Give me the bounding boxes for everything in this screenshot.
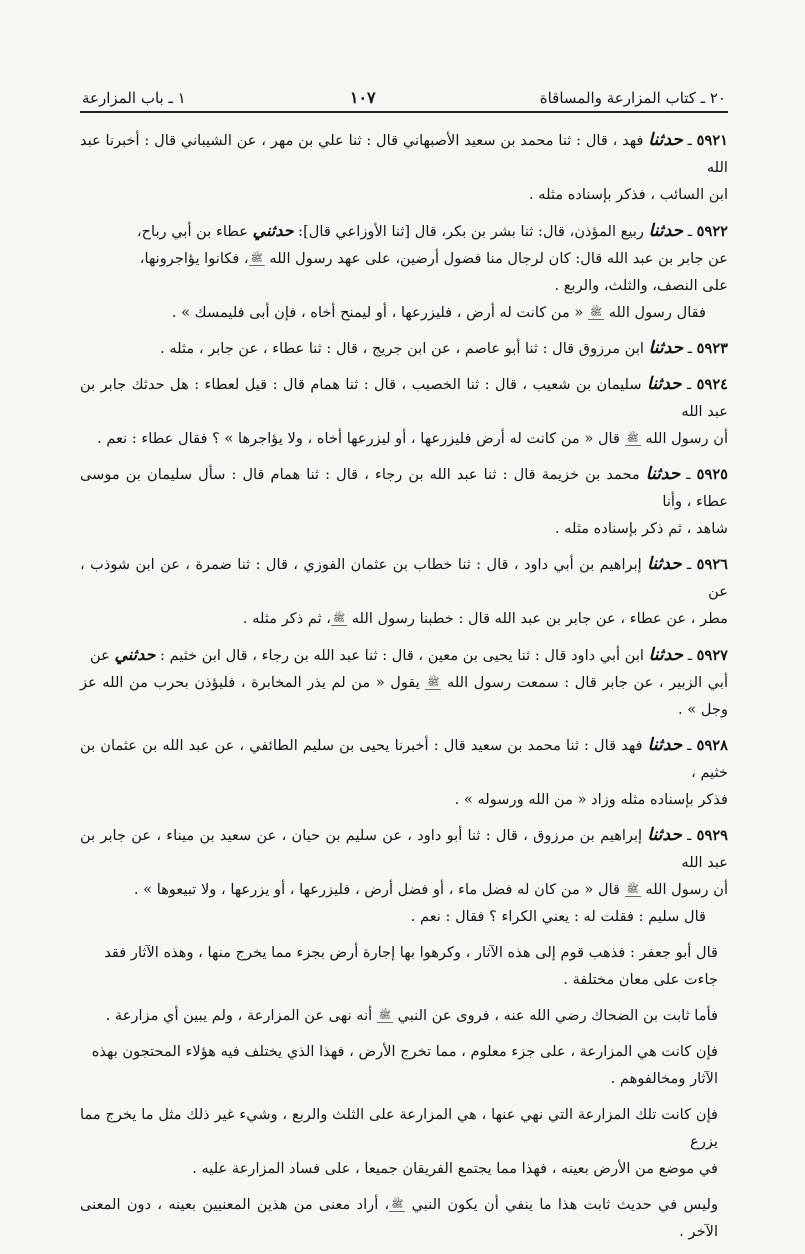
paragraph-line: في موضع من الأرض بعينه ، فهذا مما يجتمع الفريقان جميعا ، على فساد المزارعة عليه . — [192, 1160, 718, 1177]
haddatha-word: حدثنا — [648, 221, 684, 241]
hadith-number: ٥٩٢٩ — [696, 827, 729, 844]
haddatha-word: حدثنا — [647, 735, 683, 755]
hadith-line: أن رسول الله — [645, 881, 728, 898]
hadith-5925: ٥٩٢٥ ـ حدثنا محمد بن خزيمة قال : ثنا عبد الله بن رجاء ، قال : ثنا همام قال : سأل سليمان بن موسى عطاء ، وأنا شاهد ، ثم ذكر بإسناده مثله . — [80, 464, 728, 537]
paragraph-line: قال أبو جعفر : فذهب قوم إلى هذه الآثار ، وكرهوا بها إجارة أرض بجزء مما يخرج منها ، وهذه الآثار فقد — [104, 944, 718, 961]
hadith-number: ٥٩٢١ — [696, 132, 728, 149]
salla-ligature-icon: ﷺ — [590, 306, 603, 318]
hadith-line: أن رسول الله — [645, 430, 728, 447]
hadith-line: ابن أبي داود قال : ثنا يحيى بن معين ، قال : ثنا عبد الله بن رجاء ، قال ابن خثيم : — [160, 647, 644, 664]
hadith-line: سليمان بن شعيب ، قال : ثنا الخصيب ، قال : ثنا همام قال : قيل لعطاء : هل حدثك جابر بن عبد الله — [80, 376, 728, 420]
haddathani-word: حدثني — [252, 221, 294, 240]
hadith-5924: ٥٩٢٤ ـ حدثنا سليمان بن شعيب ، قال : ثنا الخصيب ، قال : ثنا همام قال : قيل لعطاء : هل حدثك جابر بن عبد الله أن رسول الله ﷺ قال « من كانت له أرض فليزرعها ، أو ليزرعها أخاه ، ولا يؤاجرها » ؟ فقال عطاء : نعم . — [80, 374, 728, 447]
hadith-line: قال سليم : فقلت له : يعني الكراء ؟ فقال : نعم . — [410, 908, 706, 925]
hadith-line: فذكر بإسناده مثله وزاد « من الله ورسوله » . — [454, 791, 728, 808]
hadith-line: عن — [90, 647, 110, 664]
salla-ligature-icon: ﷺ — [250, 252, 263, 264]
haddatha-word: حدثنا — [645, 464, 681, 484]
salla-ligature-icon: ﷺ — [626, 432, 639, 444]
document-page — [80, 88, 728, 1254]
page-header — [80, 88, 728, 113]
hadith-line: فهد ، قال : ثنا محمد بن سعيد الأصبهاني قال : ثنا علي بن مهر ، عن الشيباني قال : أخبرنا عبد الله — [80, 132, 728, 176]
paragraph-line: ، أراد معنى من هذين المعنيين بعينه ، دون المعنى الآخر . — [80, 1196, 718, 1240]
hadith-line: إبراهيم بن أبي داود ، قال : ثنا خطاب بن عثمان الفوزي ، قال : ثنا ضمرة ، عن ابن شوذب ، عن — [80, 556, 728, 600]
paragraph-line: وليس في حديث ثابت هذا ما ينفي أن يكون النبي — [411, 1196, 718, 1213]
hadith-line: عن جابر بن عبد الله قال: كان لرجال منا فضول أرضين، على عهد رسول الله — [269, 250, 728, 267]
hadith-line: عطاء بن أبي رباح، — [136, 223, 248, 240]
commentary-paragraph — [80, 939, 728, 993]
hadith-line: ، فكانوا يؤاجرونها، — [139, 250, 249, 267]
hadith-5929: ٥٩٢٩ ـ حدثنا إبراهيم بن مرزوق ، قال : ثنا أبو داود ، عن سليم بن حيان ، عن سعيد بن ميناء ، عن جابر بن عبد الله أن رسول الله ﷺ قال « من كان له فضل ماء ، أو فضل أرض ، فليزرعها ، أو يزرعها ، ولا تبيعوها » . قال سليم : فقلت له : يعني الكراء ؟ فقال : نعم . — [80, 825, 729, 925]
hadith-line: قال « من كان له فضل ماء ، أو فضل أرض ، فليزرعها ، أو يزرعها ، ولا تبيعوها » . — [133, 881, 620, 898]
hadith-line: ابن مرزوق قال : ثنا أبو عاصم ، عن ابن جريج ، قال : ثنا عطاء ، عن جابر ، مثله . — [160, 340, 644, 357]
salla-ligature-icon: ﷺ — [427, 676, 440, 688]
paragraph-line: فإن كانت هي المزارعة ، على جزء معلوم ، مما تخرج الأرض ، فهذا الذي يختلف فيه هؤلاء المحتجون بهذه — [91, 1043, 718, 1060]
hadith-number: ٥٩٢٦ — [696, 556, 728, 573]
header-section-title: ١ ـ باب المزارعة — [82, 89, 186, 107]
commentary-paragraph — [80, 1038, 728, 1092]
hadith-line: مطر ، عن عطاء ، عن جابر بن عبد الله قال : خطبنا رسول الله — [351, 610, 728, 627]
hadith-line: ابن السائب ، فذكر بإسناده مثله . — [528, 186, 728, 203]
haddatha-word: حدثنا — [647, 374, 682, 394]
commentary-paragraph — [80, 1191, 728, 1245]
hadith-5928: ٥٩٢٨ ـ حدثنا فهد قال : ثنا محمد بن سعيد قال : أخبرنا يحيى بن سليم الطائفي ، عن عبد الله بن عثمان بن خثيم ، فذكر بإسناده مثله وزاد « من الله ورسوله » . — [80, 735, 728, 808]
paragraph-line: أنه نهى عن المزارعة ، ولم يبين أي مزارعة . — [105, 1007, 373, 1024]
hadith-line: شاهد ، ثم ذكر بإسناده مثله . — [554, 520, 728, 537]
header-chapter-title: ٢٠ ـ كتاب المزارعة والمساقاة — [539, 89, 726, 107]
salla-ligature-icon: ﷺ — [378, 1009, 391, 1021]
haddathani-word: حدثني — [114, 645, 156, 664]
hadith-number: ٥٩٢٧ — [696, 647, 728, 664]
hadith-line: فقال رسول الله — [608, 304, 706, 321]
hadith-number: ٥٩٢٣ — [696, 340, 728, 357]
salla-ligature-icon: ﷺ — [332, 612, 346, 624]
haddatha-word: حدثنا — [648, 130, 683, 150]
paragraph-line: فإن كانت تلك المزارعة التي نهي عنها ، هي المزارعة على الثلث والربع ، وشيء غير ذلك مثل ما يخرج مما يزرع — [80, 1106, 718, 1150]
hadith-line: قال « من كانت له أرض فليزرعها ، أو ليزرعها أخاه ، ولا يؤاجرها » ؟ فقال عطاء : نعم . — [97, 430, 620, 447]
salla-ligature-icon: ﷺ — [391, 1198, 404, 1210]
commentary-paragraph — [80, 1101, 728, 1182]
commentary-paragraph — [80, 1002, 728, 1029]
hadith-number: ٥٩٢٥ — [696, 466, 728, 483]
haddatha-word: حدثنا — [647, 554, 682, 574]
hadith-5921: ٥٩٢١ ـ حدثنا فهد ، قال : ثنا محمد بن سعيد الأصبهاني قال : ثنا علي بن مهر ، عن الشيباني قال : أخبرنا عبد الله ابن السائب ، فذكر بإسناده مثله . — [80, 130, 728, 203]
paragraph-line: فأما ثابت بن الضحاك رضي الله عنه ، فروى عن النبي — [397, 1007, 718, 1024]
paragraph-line: الآثار ومخالفوهم . — [610, 1070, 718, 1087]
hadith-5922: ٥٩٢٢ ـ حدثنا ربيع المؤذن، قال: ثنا بشر بن بكر، قال [ثنا الأوزاعي قال]: حدثني عطاء بن أبي رباح، عن جابر بن عبد الله قال: كان لرجال منا فضول أرضين، على عهد رسول الله ﷺ، فكانوا يؤاجرونها، على النصف، والثلث، والربع . فقال رسول الله ﷺ « من كانت له أرض ، فليزرعها ، أو ليمنح أخاه ، فإن أبى فليمسك » . — [136, 221, 728, 321]
document-body — [80, 113, 728, 1245]
hadith-number: ٥٩٢٨ — [696, 737, 728, 754]
hadith-line: إبراهيم بن مرزوق ، قال : ثنا أبو داود ، عن سليم بن حيان ، عن سعيد بن ميناء ، عن جابر بن عبد الله — [80, 827, 728, 871]
hadith-line: فهد قال : ثنا محمد بن سعيد قال : أخبرنا يحيى بن سليم الطائفي ، عن عبد الله بن عثمان بن خثيم ، — [80, 737, 728, 781]
hadith-line: ربيع المؤذن، قال: ثنا بشر بن بكر، قال [ثنا الأوزاعي قال]: — [298, 223, 644, 240]
salla-ligature-icon: ﷺ — [626, 883, 639, 895]
hadith-number: ٥٩٢٢ — [696, 223, 728, 240]
header-page-number: ١٠٧ — [349, 88, 376, 107]
hadith-line: « من كانت له أرض ، فليزرعها ، أو ليمنح أخاه ، فإن أبى فليمسك » . — [171, 304, 584, 321]
haddatha-word: حدثنا — [648, 645, 684, 665]
hadith-number: ٥٩٢٤ — [696, 376, 728, 393]
hadith-5923: ٥٩٢٣ ـ حدثنا ابن مرزوق قال : ثنا أبو عاصم ، عن ابن جريج ، قال : ثنا عطاء ، عن جابر ، مثله . — [160, 338, 728, 358]
haddatha-word: حدثنا — [648, 338, 684, 358]
hadith-5927: ٥٩٢٧ ـ حدثنا ابن أبي داود قال : ثنا يحيى بن معين ، قال : ثنا عبد الله بن رجاء ، قال ابن خثيم : حدثني عن أبي الزبير ، عن جابر قال : سمعت رسول الله ﷺ يقول « من لم يذر المخابرة ، فليؤذن بحرب من الله عز وجل » . — [80, 645, 729, 718]
hadith-line: ، ثم ذكر مثله . — [242, 610, 331, 627]
hadith-line: أبي الزبير ، عن جابر قال : سمعت رسول الله — [447, 674, 729, 691]
paragraph-line: جاءت على معان مختلفة . — [563, 971, 718, 988]
hadith-5926: ٥٩٢٦ ـ حدثنا إبراهيم بن أبي داود ، قال : ثنا خطاب بن عثمان الفوزي ، قال : ثنا ضمرة ، عن ابن شوذب ، عن مطر ، عن عطاء ، عن جابر بن عبد الله قال : خطبنا رسول الله ﷺ، ثم ذكر مثله . — [80, 554, 728, 627]
hadith-line: يقول « من لم يذر المخابرة ، فليؤذن بحرب من الله عز وجل » . — [80, 674, 728, 718]
hadith-line: محمد بن خزيمة قال : ثنا عبد الله بن رجاء ، قال : ثنا همام قال : سأل سليمان بن موسى عطاء ، وأنا — [80, 466, 728, 510]
haddatha-word: حدثنا — [647, 825, 682, 845]
hadith-line: على النصف، والثلث، والربع . — [554, 277, 728, 294]
